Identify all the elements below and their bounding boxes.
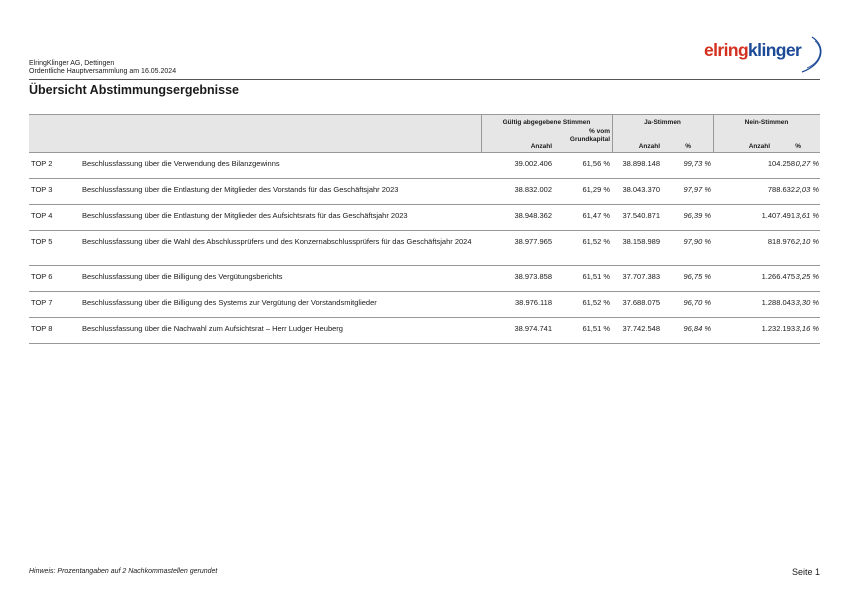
cell-no-pct: 3,16 %	[795, 324, 819, 333]
cell-yes-count: 37.540.871	[622, 211, 660, 220]
table-row	[29, 318, 820, 344]
header-no-count: Anzahl	[748, 143, 770, 150]
cell-resolution: Beschlussfassung über die Entlastung der Mitglieder des Aufsichtsrats für das Geschäftsjahr 2023	[82, 211, 408, 220]
cell-no-pct: 2,03 %	[795, 185, 819, 194]
cell-valid-count: 38.973.858	[514, 272, 552, 281]
cell-no-count: 1.288.043	[761, 298, 795, 307]
cell-top: TOP 6	[31, 272, 53, 281]
cell-resolution: Beschlussfassung über die Verwendung des Bilanzgewinns	[82, 159, 280, 168]
cell-valid-count: 38.832.002	[514, 185, 552, 194]
cell-resolution: Beschlussfassung über die Entlastung der Mitglieder des Vorstands für das Geschäftsjahr 2023	[82, 185, 399, 194]
cell-no-pct: 0,27 %	[795, 159, 819, 168]
header-yes-count: Anzahl	[638, 143, 660, 150]
logo-wordmark	[704, 40, 801, 60]
cell-valid-count: 38.948.362	[514, 211, 552, 220]
cell-valid-count: 38.976.118	[515, 298, 552, 307]
logo-word-klinger: klinger	[748, 40, 802, 60]
cell-top: TOP 4	[31, 211, 53, 220]
cell-yes-count: 38.043.370	[622, 185, 660, 194]
cell-resolution: Beschlussfassung über die Billigung des Systems zur Vergütung der Vorstandsmitglieder	[82, 298, 377, 307]
cell-top: TOP 2	[31, 159, 53, 168]
table-row	[29, 292, 820, 318]
page-number: Seite 1	[791, 567, 820, 577]
cell-no-pct: 3,61 %	[795, 211, 819, 220]
cell-resolution: Beschlussfassung über die Billigung des Vergütungsberichts	[82, 272, 283, 281]
cell-yes-count: 38.158.989	[622, 237, 660, 246]
table-row	[29, 153, 820, 179]
cell-top: TOP 5	[31, 237, 53, 246]
cell-valid-pct: 61,52 %	[582, 237, 610, 246]
cell-valid-pct: 61,52 %	[582, 298, 610, 307]
cell-top: TOP 7	[31, 298, 53, 307]
header-valid-pct-line2: Grundkapital	[569, 136, 610, 143]
cell-no-pct: 3,25 %	[795, 272, 819, 281]
cell-yes-count: 37.688.075	[622, 298, 660, 307]
cell-valid-count: 38.974.741	[514, 324, 552, 333]
header-valid-count: Anzahl	[530, 143, 552, 150]
header-no-votes: Nein-Stimmen	[744, 119, 789, 126]
cell-valid-pct: 61,47 %	[582, 211, 610, 220]
header-valid-pct-line1: % vom	[589, 128, 610, 135]
cell-resolution: Beschlussfassung über die Nachwahl zum Aufsichtsrat – Herr Ludger Heuberg	[82, 324, 343, 333]
header-yes-votes: Ja-Stimmen	[644, 119, 681, 126]
cell-yes-pct: 96,75 %	[683, 272, 711, 281]
header-no-pct: %	[795, 143, 801, 150]
cell-valid-count: 38.977.965	[514, 237, 552, 246]
header-valid-votes: Gültig abgegebene Stimmen	[502, 119, 591, 126]
cell-no-count: 818.976	[767, 237, 795, 246]
header-divider	[29, 79, 820, 80]
table-header	[29, 114, 820, 153]
table-row	[29, 179, 820, 205]
cell-no-count: 1.407.491	[761, 211, 795, 220]
event-name: Ordentliche Hauptversammlung am 16.05.2024	[29, 68, 177, 75]
cell-valid-pct: 61,29 %	[582, 185, 610, 194]
table-row	[29, 231, 820, 266]
page-title: Übersicht Abstimmungsergebnisse	[29, 83, 240, 97]
table-row	[29, 205, 820, 231]
table-row	[29, 266, 820, 292]
header-yes-pct: %	[685, 143, 691, 150]
cell-no-count: 788.632	[767, 185, 795, 194]
cell-yes-pct: 96,84 %	[683, 324, 711, 333]
results-table	[29, 114, 820, 344]
cell-no-count: 1.232.193	[761, 324, 795, 333]
cell-valid-pct: 61,56 %	[582, 159, 610, 168]
company-name: ElringKlinger AG, Dettingen	[29, 60, 115, 67]
cell-yes-pct: 96,70 %	[683, 298, 711, 307]
cell-yes-count: 37.742.548	[622, 324, 660, 333]
logo-word-elring: elring	[704, 40, 749, 60]
cell-yes-pct: 97,97 %	[683, 185, 711, 194]
cell-yes-pct: 99,73 %	[683, 159, 711, 168]
cell-top: TOP 8	[31, 324, 53, 333]
table-body	[29, 153, 820, 344]
cell-top: TOP 3	[31, 185, 53, 194]
cell-no-pct: 2,10 %	[795, 237, 819, 246]
cell-yes-count: 38.898.148	[622, 159, 660, 168]
cell-no-pct: 3,30 %	[795, 298, 819, 307]
cell-valid-pct: 61,51 %	[582, 324, 610, 333]
cell-yes-pct: 96,39 %	[683, 211, 711, 220]
cell-yes-pct: 97,90 %	[683, 237, 711, 246]
cell-valid-count: 39.002.406	[514, 159, 552, 168]
cell-valid-pct: 61,51 %	[582, 272, 610, 281]
rounding-note: Hinweis: Prozentangaben auf 2 Nachkommastellen gerundet	[29, 568, 218, 575]
cell-resolution: Beschlussfassung über die Wahl des Abschlussprüfers und des Konzernabschlussprüfers für das Geschäftsjahr 2024	[82, 237, 472, 246]
elringklinger-logo	[704, 34, 824, 76]
cell-no-count: 104.258	[767, 159, 795, 168]
cell-no-count: 1.266.475	[761, 272, 795, 281]
cell-yes-count: 37.707.383	[622, 272, 660, 281]
